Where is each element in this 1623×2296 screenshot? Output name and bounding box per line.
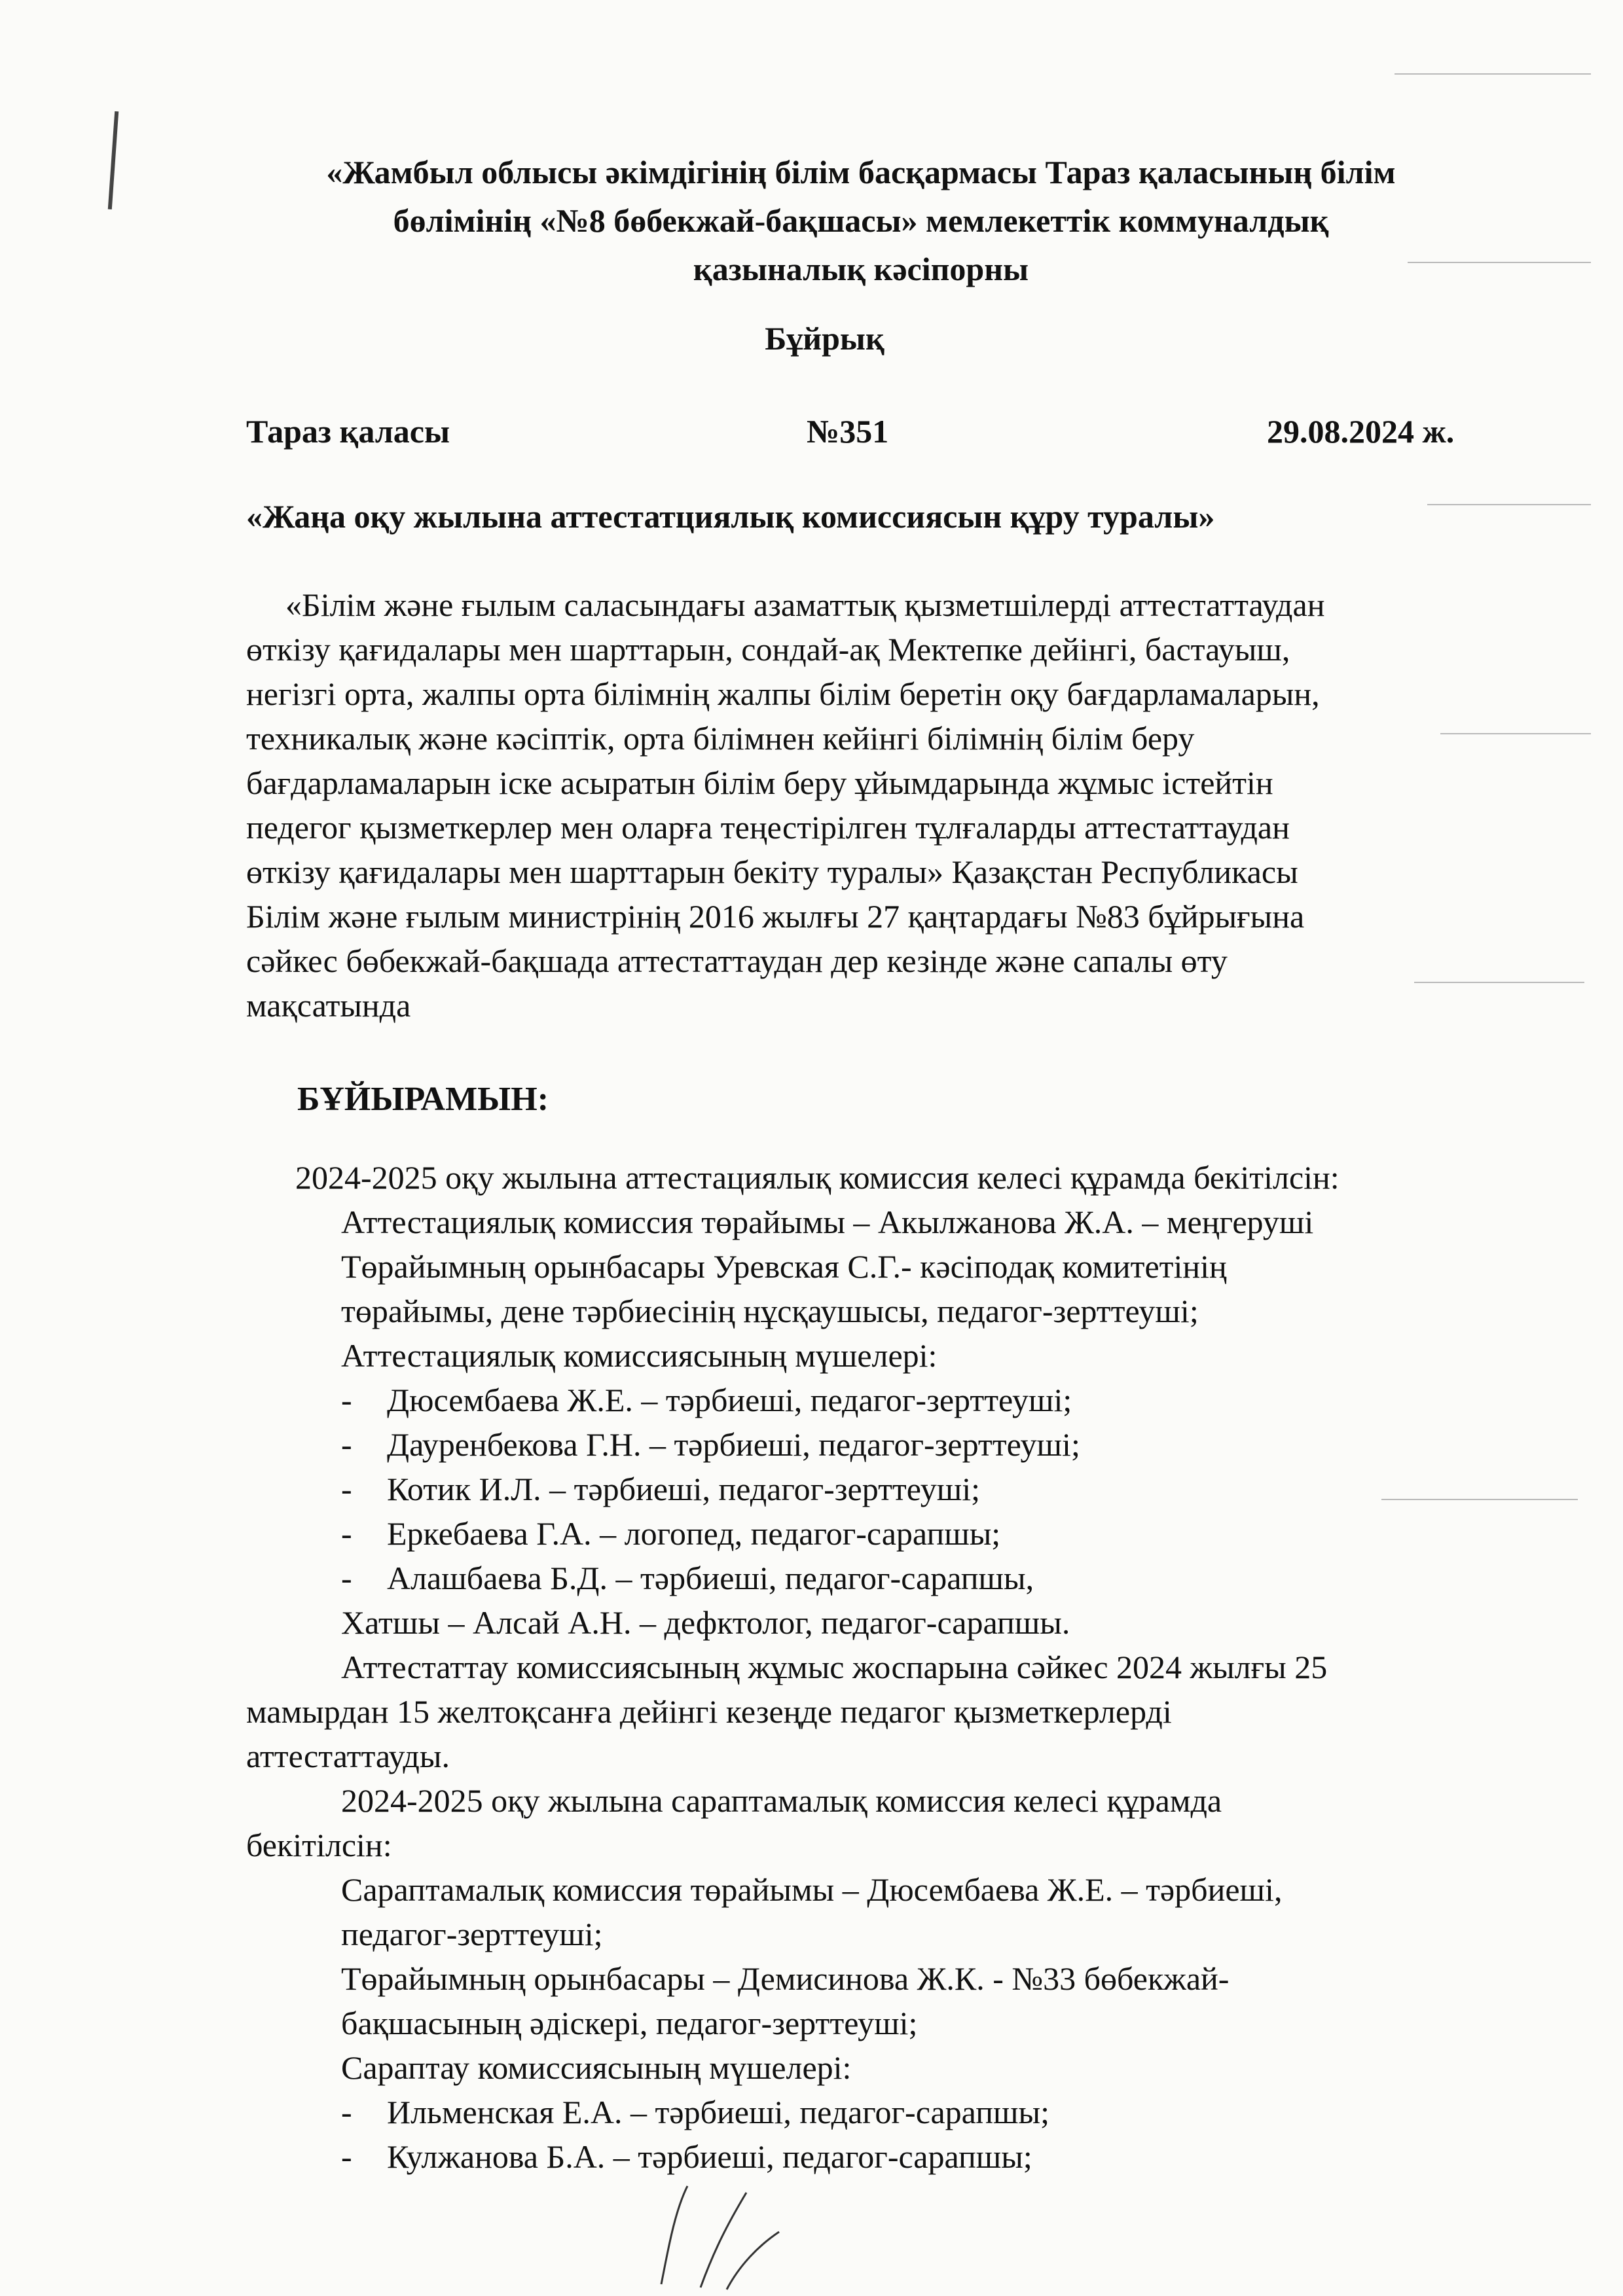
list-item	[246, 2134, 1523, 2179]
preamble-line: техникалық және кәсіптік, орта білімнен кейінгі білімнің білім беру	[246, 720, 1195, 757]
expert-chair: Сараптамалық комиссия төрайымы – Дюсембаева Ж.Е. – тәрбиеші,	[341, 1871, 1283, 1908]
list-dash: -	[341, 2138, 352, 2175]
preamble-line: негізгі орта, жалпы орта білімнің жалпы білім беретін оқу бағдарламаларын,	[246, 675, 1320, 712]
scan-artifact	[1427, 504, 1591, 505]
scan-artifact	[1395, 73, 1591, 75]
list-item	[246, 1378, 1523, 1422]
list-dash: -	[341, 1382, 352, 1418]
header-line: бөлімінің «№8 бөбекжай-бақшасы» мемлекеттік коммуналдық	[393, 202, 1329, 239]
preamble-line: бағдарламаларын іске асыратын білім беру ұйымдарында жұмыс істейтін	[246, 764, 1273, 801]
expert-deputy: Төрайымның орынбасары – Демисинова Ж.К. - №33 бөбекжай-	[341, 1960, 1230, 1997]
member-name: Ильменская Е.А. – тәрбиеші, педагог-сарапшы;	[387, 2094, 1049, 2130]
preamble-line: педегог қызметкерлер мен оларға теңестірілген тұлғаларды аттестаттаудан	[246, 809, 1290, 846]
attestation-intro: 2024-2025 оқу жылына аттестациялық комиссия келесі құрамда бекітілсін:	[295, 1159, 1340, 1196]
preamble-line: сәйкес бөбекжай-бақшада аттестаттаудан дер кезінде және сапалы өту	[246, 942, 1228, 979]
attestation-deputy-cont: төрайымы, дене тәрбиесінің нұсқаушысы, педагог-зерттеуші;	[341, 1293, 1199, 1329]
document-city: Тараз қаласы	[246, 413, 450, 450]
header-line: «Жамбыл облысы әкімдігінің білім басқармасы Тараз қаласының білім	[326, 154, 1396, 190]
order-heading: БҰЙЫРАМЫН:	[297, 1081, 549, 1118]
expert-members-label: Сараптау комиссиясының мүшелері:	[341, 2049, 852, 2086]
organization-header	[216, 148, 1506, 293]
signature-stroke	[648, 2173, 858, 2291]
list-item	[246, 1422, 1523, 1467]
document-number: №351	[807, 413, 889, 450]
member-name: Котик И.Л. – тәрбиеші, педагог-зерттеуші;	[387, 1471, 981, 1507]
preamble-line: өткізу қағидалары мен шарттарын, сондай-ақ Мектепке дейінгі, бастауыш,	[246, 631, 1290, 668]
list-item	[246, 2090, 1523, 2134]
attestation-secretary: Хатшы – Алсай А.Н. – дефктолог, педагог-сарапшы.	[341, 1604, 1070, 1641]
work-plan-line: мамырдан 15 желтоқсанға дейінгі кезеңде педагог қызметкерлерді	[246, 1693, 1172, 1730]
work-plan-line: Аттестаттау комиссиясының жұмыс жоспарына сәйкес 2024 жылғы 25	[341, 1649, 1328, 1685]
list-dash: -	[341, 1515, 352, 1552]
member-name: Кулжанова Б.А. – тәрбиеші, педагог-сарапшы;	[387, 2138, 1032, 2175]
attestation-chair: Аттестациялық комиссия төрайымы – Акылжанова Ж.А. – меңгеруші	[341, 1204, 1314, 1240]
list-dash: -	[341, 1471, 352, 1507]
order-body	[246, 1155, 1523, 2179]
attestation-members-label: Аттестациялық комиссиясының мүшелері:	[341, 1337, 938, 1374]
document-subject: «Жаңа оқу жылына аттестатциялық комиссиясын құру туралы»	[246, 498, 1215, 535]
list-item	[246, 1556, 1523, 1600]
member-name: Дюсембаева Ж.Е. – тәрбиеші, педагог-зерттеуші;	[387, 1382, 1072, 1418]
scan-mark	[108, 111, 119, 209]
expert-intro-cont: бекітілсін:	[246, 1827, 392, 1863]
member-name: Алашбаева Б.Д. – тәрбиеші, педагог-сарапшы,	[387, 1560, 1034, 1596]
expert-chair-cont: педагог-зерттеуші;	[341, 1916, 603, 1952]
expert-deputy-cont: бақшасының әдіскері, педагог-зерттеуші;	[341, 2005, 918, 2041]
list-dash: -	[341, 1426, 352, 1463]
document-title: Бұйрық	[765, 320, 884, 357]
list-dash: -	[341, 1560, 352, 1596]
header-line: қазыналық кәсіпорны	[693, 251, 1029, 287]
list-item	[246, 1511, 1523, 1556]
member-name: Еркебаева Г.А. – логопед, педагог-сарапшы;	[387, 1515, 1001, 1552]
list-dash: -	[341, 2094, 352, 2130]
attestation-deputy: Төрайымның орынбасары Уревская С.Г.- кәсіподақ комитетінің	[341, 1248, 1227, 1285]
member-name: Дауренбекова Г.Н. – тәрбиеші, педагог-зерттеуші;	[387, 1426, 1080, 1463]
preamble-line: Білім және ғылым министрінің 2016 жылғы 27 қаңтардағы №83 бұйрығына	[246, 898, 1305, 935]
list-item	[246, 1467, 1523, 1511]
expert-intro: 2024-2025 оқу жылына сараптамалық комиссия келесі құрамда	[341, 1782, 1222, 1819]
document-date: 29.08.2024 ж.	[1267, 413, 1455, 450]
preamble-line: мақсатында	[246, 987, 411, 1024]
work-plan-line: аттестаттауды.	[246, 1738, 450, 1774]
preamble-paragraph	[246, 583, 1490, 1028]
preamble-line: «Білім және ғылым саласындағы азаматтық қызметшілерді аттестаттаудан	[285, 586, 1325, 623]
preamble-line: өткізу қағидалары мен шарттарын бекіту туралы» Қазақстан Республикасы	[246, 853, 1298, 890]
